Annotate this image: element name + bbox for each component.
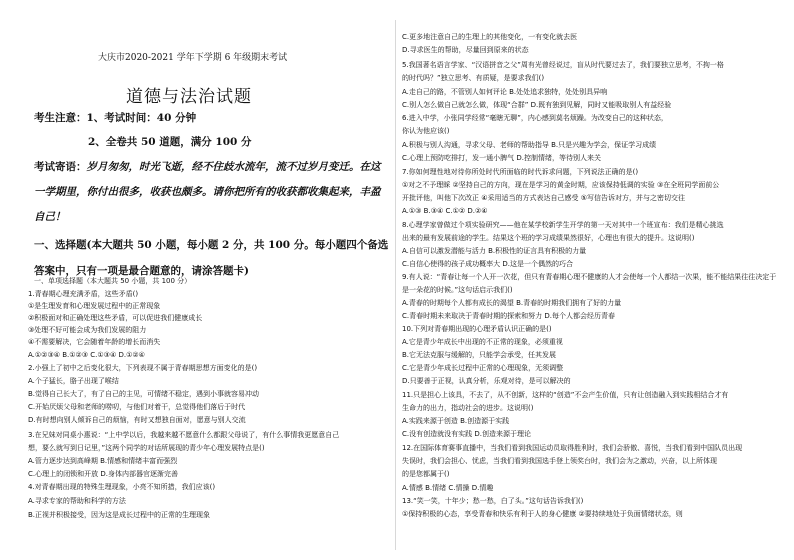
right-line: B.它无法克服与缓解的，只能学会承受，任其发展: [402, 351, 557, 359]
left-line: B.觉得自己长大了，有了自己的主见，可情绪不稳定，遇到小事就容易冲动: [28, 390, 260, 398]
right-line: 11.只是担心上该具，不去了，从不创新，这样的“创造”不会产生价值，只有让创造融入到实践相结合才有: [402, 391, 729, 399]
left-line: 想，要么就写到日记里，”这两个同学的对话所展现的青少年心理发展特点是(): [28, 444, 265, 452]
right-line: A.①③ B.③④ C.①② D.②④: [402, 207, 488, 215]
left-line: 1.青春期心理充满矛盾，这些矛盾(): [28, 290, 139, 298]
right-line: D.只要善于正视，认真分析，乐观对待，是可以解决的: [402, 377, 571, 385]
notice-line-1: 考生注意：1、考试时间：40 分钟: [34, 112, 197, 124]
right-line: A.积极与别人沟通，寻求父母、老师的帮助指导 B.只是兴趣为学会，保证学习成绩: [402, 141, 657, 149]
right-line: A.它是青少年成长中出现的不正常的现象，必须重视: [402, 338, 563, 346]
right-line: C.没有创造就没有实践 D.创造来源于理论: [402, 430, 531, 438]
right-line: 开批评他，叫他下次改正 ④采用适当的方式表达自己感受 ⑤写信告诉对方，并与之密切交往: [402, 194, 685, 202]
right-line: 的时代吗？”独立思考、有质疑，是要求我们(): [402, 74, 545, 82]
main-title: 道德与法治试题: [126, 87, 252, 107]
right-line: C.青春时期未来取决于青春时期的探索和努力 D.每个人都会经历青春: [402, 312, 615, 320]
right-line: 你认为他应该(): [402, 127, 450, 135]
right-line: 5.我国著名语言学家、“汉语拼音之父”周有光曾经说过，盲从时代要过去了，我们要独立思考，不拘一格: [402, 61, 724, 69]
exam-title: 大庆市2020-2021 学年下学期 6 年级期末考试: [98, 53, 288, 63]
right-line: 8.心理学家曾做过个项实验研究——他在某学校新学生开学的第一天对其中一个班宣布：我们是精心挑选: [402, 221, 724, 229]
left-line: C.心理上的闭锁和开放 D.身体内部器官逐渐完善: [28, 470, 178, 478]
right-line: 9.有人说：“青春让每一个人开一次花，但只有青春期心理不健康的人才会使每一个人都结一次果，能不能结果往往决定于: [402, 273, 777, 281]
left-line: B.正视并积极接受，因为这是成长过程中的正常的生理现象: [28, 511, 211, 519]
left-line: 3.在兄妹对同桌小惠说：“上中学以后，我越来越不愿意什么都跟父母说了，有什么事情我更愿意自己: [28, 431, 340, 439]
right-line: 13.“笑一笑，十年少；愁一愁，白了头。”这句话告诉我们(): [402, 497, 584, 505]
right-line: 是一朵花的时候。”这句话启示我们(): [402, 286, 513, 294]
right-line: C.它是青少年成长过程中正常的心理现象，无须调整: [402, 364, 564, 372]
left-line: ②积极面对和正确处理这些矛盾，可以促进我们健康成长: [28, 314, 203, 322]
left-line: ①是生理发育和心理发展过程中的正常现象: [28, 302, 161, 310]
right-line: 6.进入中学，小张同学经常“毫瞎无聊”，内心感到莫名烦躁。为改变自己的这种状态，: [402, 114, 668, 122]
intro-label: 考试寄语：: [34, 161, 87, 173]
right-line: D.寻求医生的帮助，尽量回到原来的状态: [402, 46, 529, 54]
left-line: A.寻求专家的帮助和科学的方法: [28, 497, 126, 505]
right-line: C.别人怎么做自己就怎么做，体现“合群” D.既有独到见解，同时又能吸取别人有益经验: [402, 101, 672, 109]
section-title: 一、选择题(本大题共 50 小题，每小题 2 分，共 100 分。每小题四个备选答案中，只有一项是最合题意的，请涂答题卡): [34, 239, 389, 277]
right-line: C.更多地注意自己的生理上的其他变化，一有变化就去医: [402, 33, 578, 41]
right-column: [402, 0, 782, 560]
right-line: 7.你如何理性地对待你所处时代所面临的时代诉求问题，下列说法正确的是(): [402, 168, 639, 176]
right-line: A.自信可以激发潜能与活力 B.积极性的证言具有积极的力量: [402, 247, 587, 255]
right-line: A.实践来源于创造 B.创造源于实践: [402, 417, 510, 425]
left-line: A.①②③④ B.①②③ C.①③④ D.①②④: [28, 351, 145, 359]
right-line: A.青春的时期每个人都有成长的渴望 B.青春的时期我们拥有了好的力量: [402, 299, 622, 307]
left-line: 4.对青春期出现的特殊生理现象，小亮不知所措，我们应该(): [28, 483, 216, 491]
left-line: D.有时想向别人倾诉自己的烦恼，有时又想独自面对，愿意与别人交流: [28, 416, 246, 424]
right-line: C.心理上预防吃排打，发一通小脾气 D.控制情绪，等待别人来关: [402, 154, 601, 162]
intro-paragraph: [34, 155, 390, 230]
right-line: 12.在国际体育赛事直播中，当我们看到我国运动员取得胜利时，我们会骄傲、喜悦，当我们看到中国队员出现: [402, 444, 743, 452]
right-line: A.走自己的路，不管别人如何评论 B.处处追求独特，处处别具异响: [402, 88, 608, 96]
left-line: C.开始厌烦父母和老师的唠叨，与他们对着干，总觉得他们落后于时代: [28, 403, 246, 411]
left-line: 2.小强上了初中之后变化很大，下列表现不属于青春期思想方面变化的是(): [28, 364, 258, 372]
intro-text: 岁月匆匆，时光飞逝，经不住歧水流年，流不过岁月变迁。在这一学期里，你付出很多，收获也颇多。请你把所有的收获都收集起来，丰盈自己！: [34, 161, 381, 223]
right-line: 的是您都属于(): [402, 470, 450, 478]
right-line: ①对之不予理睬 ②坚持自己的方向，现在是学习的黄金时期，应该保持低调的实验 ③在全班同学面前公: [402, 181, 720, 189]
left-line: ③处理不好可能会成为我们发展的阻力: [28, 326, 147, 334]
right-line: 失误时，我们会担心、忧虑，当我们看到我国选手登上领奖台时，我们会为之激动，兴奋，以上所体现: [402, 457, 717, 465]
column-divider: [395, 20, 396, 550]
left-line: ④不需要解决，它会随着年龄的增长而消失: [28, 338, 161, 346]
right-line: C.自信心使得的孩子成功概率大 D.这是一个偶然的巧合: [402, 260, 573, 268]
right-line: ①保持积极的心态，享受青春和快乐有利于人的身心健康 ②要持续地处于负面情绪状态，则: [402, 510, 683, 518]
right-line: 出来的最有发展前途的学生。结果这个班的学习成绩果然很好，心理也有很大的提升。这说明(): [402, 234, 695, 242]
section-subtitle: 一、单项选择题（本大题共 50 小题，共 100 分）: [34, 277, 192, 285]
right-line: 10.下列对青春期出现的心理矛盾认识正确的是(): [402, 325, 552, 333]
right-line: 生命力的出力，指动社会的进步。这说明(): [402, 404, 534, 412]
right-line: A.情感 B.情绪 C.情操 D.情趣: [402, 484, 494, 492]
left-line: A.个子猛长，胳子出现了喉结: [28, 377, 119, 385]
notice-line-2: 2、全卷共 50 道题，满分 100 分: [88, 136, 252, 148]
left-line: A.管力逐步达到高峰期 B.情感和情绪丰富而强烈: [28, 457, 178, 465]
left-column: [28, 0, 390, 560]
